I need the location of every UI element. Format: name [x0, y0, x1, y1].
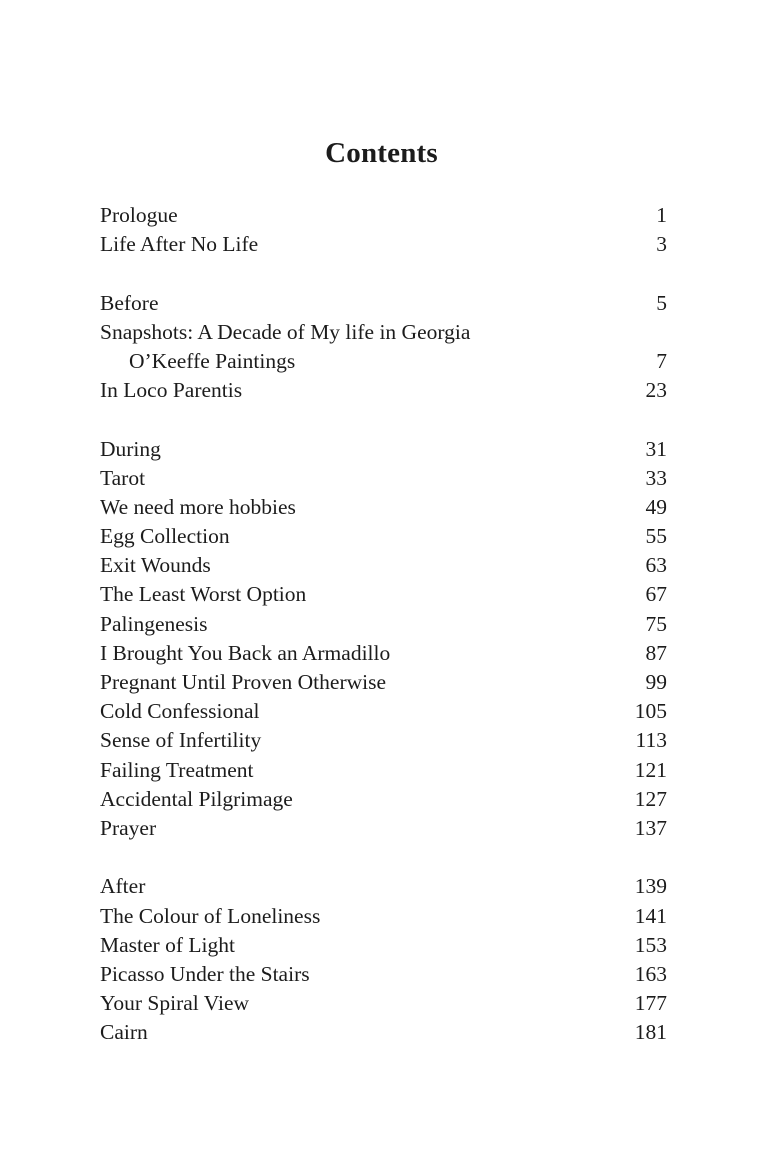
toc-entry-page: 87	[645, 640, 667, 665]
toc-entry-title: O’Keeffe Paintings	[129, 348, 296, 373]
toc-entry	[100, 697, 667, 726]
toc-entry-page: 75	[645, 611, 667, 636]
toc-entry	[100, 201, 667, 230]
toc-entry-page: 105	[634, 699, 667, 724]
toc-entry-page: 63	[645, 553, 667, 578]
toc-entry	[100, 522, 667, 551]
toc-entry	[100, 318, 667, 347]
toc-entry-page: 31	[645, 436, 667, 461]
toc-entry	[100, 902, 667, 931]
toc-entry-title: Exit Wounds	[100, 553, 211, 578]
toc-entry-page: 137	[634, 815, 667, 840]
toc-entry-title: Failing Treatment	[100, 757, 254, 782]
toc-entry-continuation	[100, 347, 667, 376]
toc-entry	[100, 726, 667, 755]
toc-entry	[100, 931, 667, 960]
toc-entry	[100, 668, 667, 697]
toc-entry-title: Picasso Under the Stairs	[100, 961, 310, 986]
toc-entry-page: 49	[645, 494, 667, 519]
toc-entry	[100, 785, 667, 814]
toc-entry-page: 1	[656, 203, 667, 227]
toc-entry-title: Life After No Life	[100, 232, 259, 257]
toc-entry	[100, 580, 667, 609]
toc-entry-title: Your Spiral View	[100, 991, 250, 1016]
toc-entry-title: Snapshots: A Decade of My life in Georgia	[100, 319, 471, 344]
toc-entry-title: After	[100, 874, 146, 899]
toc-entry-page: 121	[634, 757, 667, 782]
toc-entry-title: We need more hobbies	[100, 494, 296, 519]
toc-entry-title: I Brought You Back an Armadillo	[100, 640, 391, 665]
toc-entry-title: Prologue	[100, 203, 178, 227]
toc-entry-page: 163	[634, 961, 667, 986]
toc-entry-page: 139	[634, 874, 667, 899]
toc-entry-title: Palingenesis	[100, 611, 208, 636]
toc-entry	[100, 1018, 667, 1047]
toc-entry-page: 153	[634, 932, 667, 957]
toc-entry	[100, 376, 667, 405]
toc-entry	[100, 610, 667, 639]
toc-entry-title: Pregnant Until Proven Otherwise	[100, 670, 387, 694]
toc-entry-title: In Loco Parentis	[100, 378, 243, 403]
toc-section-heading	[100, 435, 667, 464]
toc-entry-page: 141	[634, 903, 667, 928]
toc-entry-title: The Least Worst Option	[100, 582, 307, 607]
toc-entry-page: 67	[645, 582, 667, 607]
toc-entry-page: 55	[645, 524, 667, 549]
toc-entry-title: Sense of Infertility	[100, 728, 262, 753]
toc-entry	[100, 960, 667, 989]
toc-entry	[100, 464, 667, 493]
toc-entry-title: Master of Light	[100, 932, 235, 957]
toc-entry-page: 7	[656, 348, 667, 373]
toc-entry-title: Tarot	[100, 465, 146, 490]
toc-entry	[100, 493, 667, 522]
toc-entry-page: 5	[656, 290, 667, 315]
toc-entry-title: Prayer	[100, 815, 157, 840]
toc-entry-title: Cairn	[100, 1020, 148, 1045]
toc-entry	[100, 551, 667, 580]
toc-section-heading	[100, 872, 667, 901]
toc-entry-page: 23	[645, 378, 667, 403]
toc-entry-title: The Colour of Loneliness	[100, 903, 321, 928]
toc-entry-title: Egg Collection	[100, 524, 230, 549]
toc-entry	[100, 230, 667, 259]
toc-entry	[100, 639, 667, 668]
toc-entry-title: Accidental Pilgrimage	[100, 786, 293, 811]
toc-entry-page: 127	[634, 786, 667, 811]
toc-entry-page: 99	[645, 670, 667, 694]
table-of-contents	[100, 201, 667, 1047]
toc-entry-page: 3	[656, 232, 667, 257]
toc-section-heading	[100, 289, 667, 318]
toc-entry-title: During	[100, 436, 161, 461]
toc-entry	[100, 989, 667, 1018]
toc-entry-title: Before	[100, 290, 159, 315]
toc-entry-title: Cold Confessional	[100, 699, 260, 724]
toc-entry	[100, 814, 667, 843]
toc-entry-page: 113	[635, 728, 667, 753]
toc-entry-page: 181	[634, 1020, 667, 1045]
page-title: Contents	[325, 137, 438, 169]
toc-entry	[100, 756, 667, 785]
toc-entry-page: 177	[634, 991, 667, 1016]
toc-entry-page: 33	[645, 465, 667, 490]
